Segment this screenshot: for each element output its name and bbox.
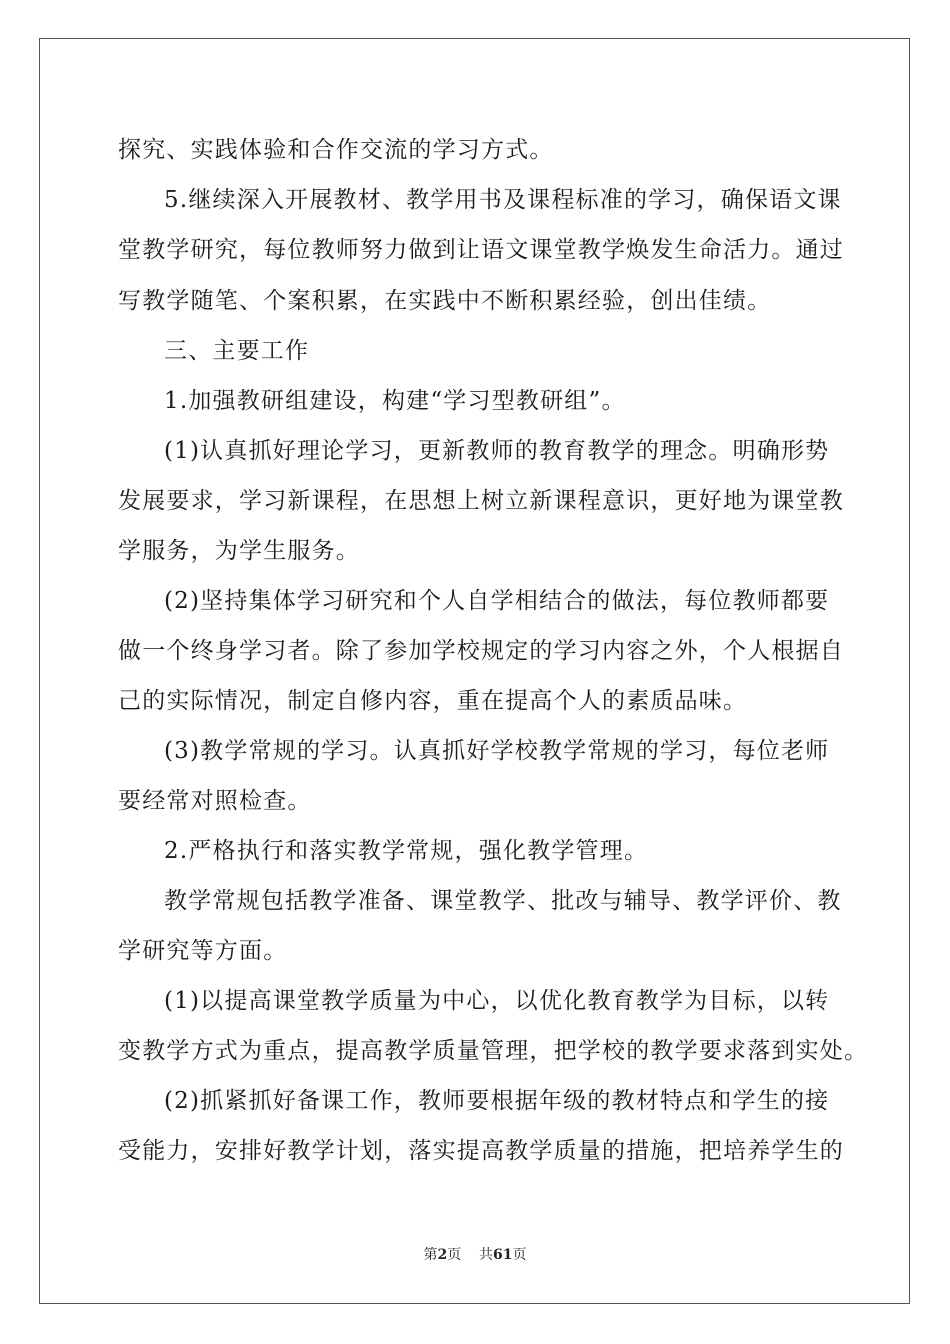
text-line: 写教学随笔、个案积累，在实践中不断积累经验，创出佳绩。 xyxy=(118,288,772,314)
text-line: 探究、实践体验和合作交流的学习方式。 xyxy=(118,137,554,163)
text-line: (1)认真抓好理论学习，更新教师的教育教学的理念。明确形势 xyxy=(164,438,830,464)
footer-total-prefix: 共 xyxy=(479,1247,494,1263)
section-heading: 三、主要工作 xyxy=(164,338,310,364)
total-pages: 61 xyxy=(493,1247,513,1263)
footer-total-suffix: 页 xyxy=(512,1247,527,1263)
page-number: 2 xyxy=(437,1247,448,1263)
text-line: 1.加强教研组建设，构建“学习型教研组”。 xyxy=(164,388,626,414)
text-line: (3)教学常规的学习。认真抓好学校教学常规的学习，每位老师 xyxy=(164,738,830,764)
text-line: 堂教学研究，每位教师努力做到让语文课堂教学焕发生命活力。通过 xyxy=(118,237,844,263)
text-line: 己的实际情况，制定自修内容，重在提高个人的素质品味。 xyxy=(118,688,748,714)
text-line: 受能力，安排好教学计划，落实提高教学质量的措施，把培养学生的 xyxy=(118,1138,844,1164)
text-line: 2.严格执行和落实教学常规，强化教学管理。 xyxy=(164,838,649,864)
text-line: 学研究等方面。 xyxy=(118,938,288,964)
text-line: 5.继续深入开展教材、教学用书及课程标准的学习，确保语文课 xyxy=(164,187,842,213)
footer-prefix: 第 xyxy=(423,1247,438,1263)
text-line: (2)抓紧抓好备课工作，教师要根据年级的教材特点和学生的接 xyxy=(164,1088,830,1114)
text-line: 教学常规包括教学准备、课堂教学、批改与辅导、教学评价、教 xyxy=(164,888,842,914)
text-line: 变教学方式为重点，提高教学质量管理，把学校的教学要求落到实处。 xyxy=(118,1038,869,1064)
footer-page-suffix: 页 xyxy=(447,1247,462,1263)
text-line: 要经常对照检查。 xyxy=(118,788,312,814)
text-line: (2)坚持集体学习研究和个人自学相结合的做法，每位教师都要 xyxy=(164,588,830,614)
page-footer xyxy=(0,1244,950,1264)
text-line: 做一个终身学习者。除了参加学校规定的学习内容之外，个人根据自 xyxy=(118,638,844,664)
text-line: 学服务，为学生服务。 xyxy=(118,538,360,564)
text-line: 发展要求，学习新课程，在思想上树立新课程意识，更好地为课堂教 xyxy=(118,488,844,514)
text-line: (1)以提高课堂教学质量为中心，以优化教育教学为目标，以转 xyxy=(164,988,830,1014)
